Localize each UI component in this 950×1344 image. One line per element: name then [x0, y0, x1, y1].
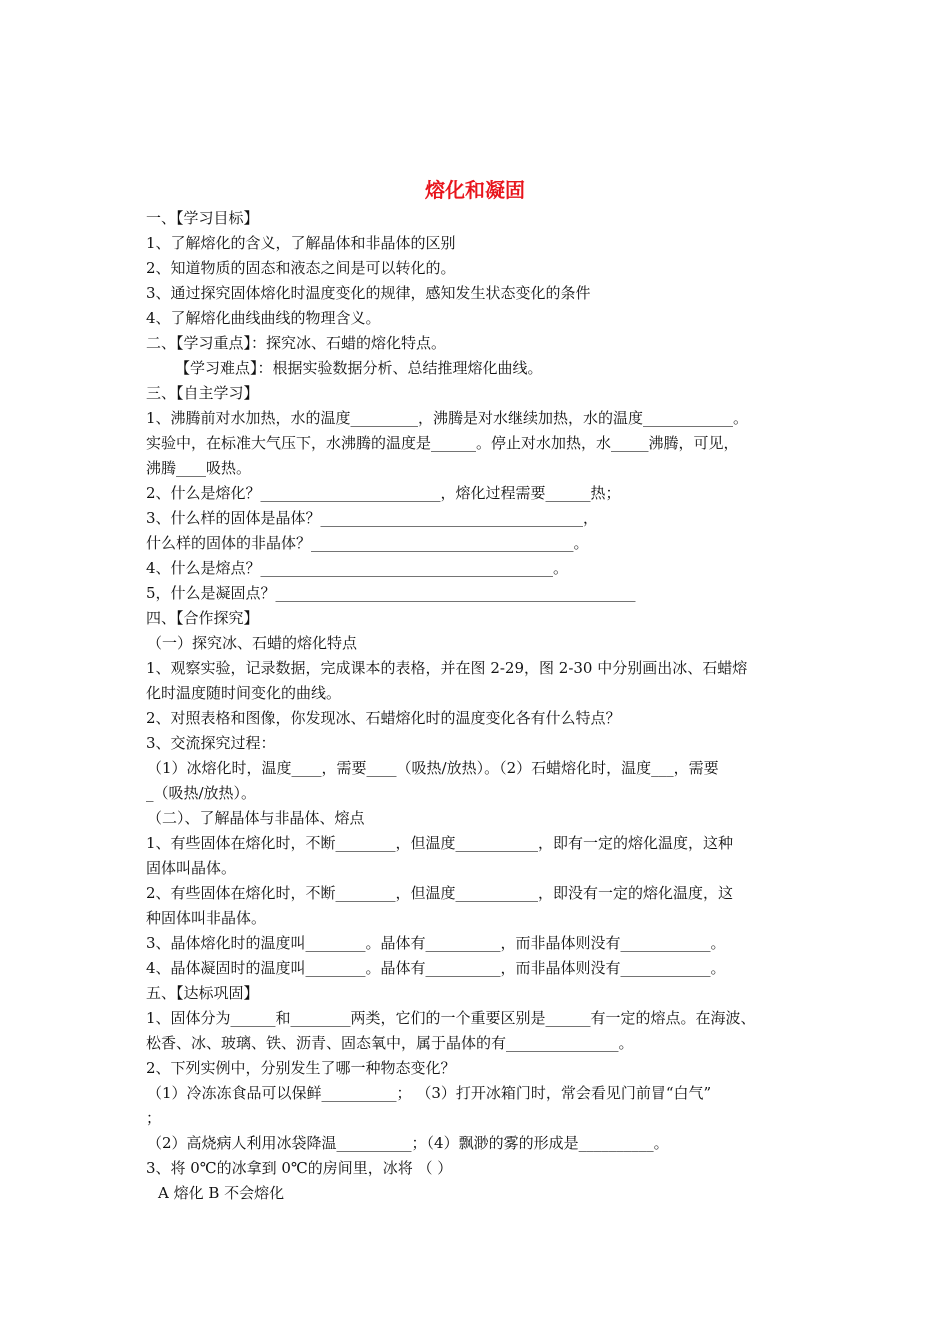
question-line: 2、有些固体在熔化时，不断________，但温度___________，即没有一定的熔化温度，这: [146, 884, 734, 902]
question-line: 化时温度随时间变化的曲线。: [146, 684, 342, 702]
subsection-heading: （二）、了解晶体与非晶体、熔点: [147, 809, 365, 827]
question-line: _（吸热/放热）。: [146, 784, 257, 802]
question-line: 3、交流探究过程：: [146, 734, 276, 752]
question-line: 5，什么是凝固点？________________________________________________: [146, 584, 636, 602]
section-heading: 一、【学习目标】: [146, 209, 259, 227]
text-line: 【学习难点】：根据实验数据分析、总结推理熔化曲线。: [175, 359, 543, 377]
question-line: 1、固体分为______和________两类，它们的一个重要区别是______有一定的熔点。在海波、: [146, 1009, 756, 1027]
question-line: 什么样的固体的非晶体？___________________________________。: [146, 534, 589, 552]
question-line: 种固体叫非晶体。: [146, 909, 267, 927]
question-line: 2、下列实例中，分别发生了哪一种物态变化？: [146, 1059, 456, 1077]
text-line: 2、知道物质的固态和液态之间是可以转化的。: [146, 259, 456, 277]
section-heading: 三、【自主学习】: [146, 384, 259, 402]
question-line: 松香、冰、玻璃、铁、沥青、固态氧中，属于晶体的有_______________。: [146, 1034, 634, 1052]
question-line: 4、晶体凝固时的温度叫________。晶体有__________，而非晶体则没有____________。: [146, 959, 726, 977]
question-line: （1）冰熔化时，温度____，需要____（吸热/放热）。（2）石蜡熔化时，温度___，需要: [147, 759, 719, 777]
question-line: 1、观察实验，记录数据，完成课本的表格，并在图 2-29，图 2-30 中分别画出冰、石蜡熔: [146, 659, 748, 677]
question-line: ；: [146, 1109, 162, 1127]
question-line: （1）冷冻冻食品可以保鲜__________； （3）打开冰箱门时，常会看见门前冒“白气”: [147, 1084, 712, 1102]
question-line: 3、什么样的固体是晶体？___________________________________，: [146, 509, 599, 527]
text-line: 1、了解熔化的含义，了解晶体和非晶体的区别: [146, 234, 456, 252]
question-line: 2、什么是熔化？________________________，熔化过程需要______热；: [146, 484, 621, 502]
question-line: 实验中，在标准大气压下，水沸腾的温度是______。停止对水加热，水_____沸腾，可见，: [146, 434, 739, 452]
text-line: 4、了解熔化曲线曲线的物理含义。: [146, 309, 381, 327]
question-line: 3、晶体熔化时的温度叫________。晶体有__________，而非晶体则没有____________。: [146, 934, 726, 952]
question-line: 1、有些固体在熔化时，不断________，但温度___________，即有一定的熔化温度，这种: [146, 834, 734, 852]
question-line: （2）高烧病人利用冰袋降温__________；（4）飘渺的雾的形成是__________。: [147, 1134, 669, 1152]
question-line: 固体叫晶体。: [146, 859, 237, 877]
section-heading: 二、【学习重点】：探究冰、石蜡的熔化特点。: [146, 334, 447, 352]
text-line: 3、通过探究固体熔化时温度变化的规律，感知发生状态变化的条件: [146, 284, 591, 302]
question-line: 沸腾____吸热。: [146, 459, 252, 477]
page-title: 熔化和凝固: [425, 178, 525, 202]
subsection-heading: （一）探究冰、石蜡的熔化特点: [147, 634, 358, 652]
answer-options: A 熔化 B 不会熔化: [158, 1184, 285, 1202]
question-line: 4、什么是熔点？_______________________________________。: [146, 559, 569, 577]
question-line: 1、沸腾前对水加热，水的温度_________，沸腾是对水继续加热，水的温度____________。: [146, 409, 749, 427]
question-line: 3、将 0℃的冰拿到 0℃的房间里，冰将 （ ）: [146, 1159, 453, 1177]
section-heading: 五、【达标巩固】: [146, 984, 259, 1002]
section-heading: 四、【合作探究】: [146, 609, 259, 627]
question-line: 2、对照表格和图像，你发现冰、石蜡熔化时的温度变化各有什么特点？: [146, 709, 621, 727]
